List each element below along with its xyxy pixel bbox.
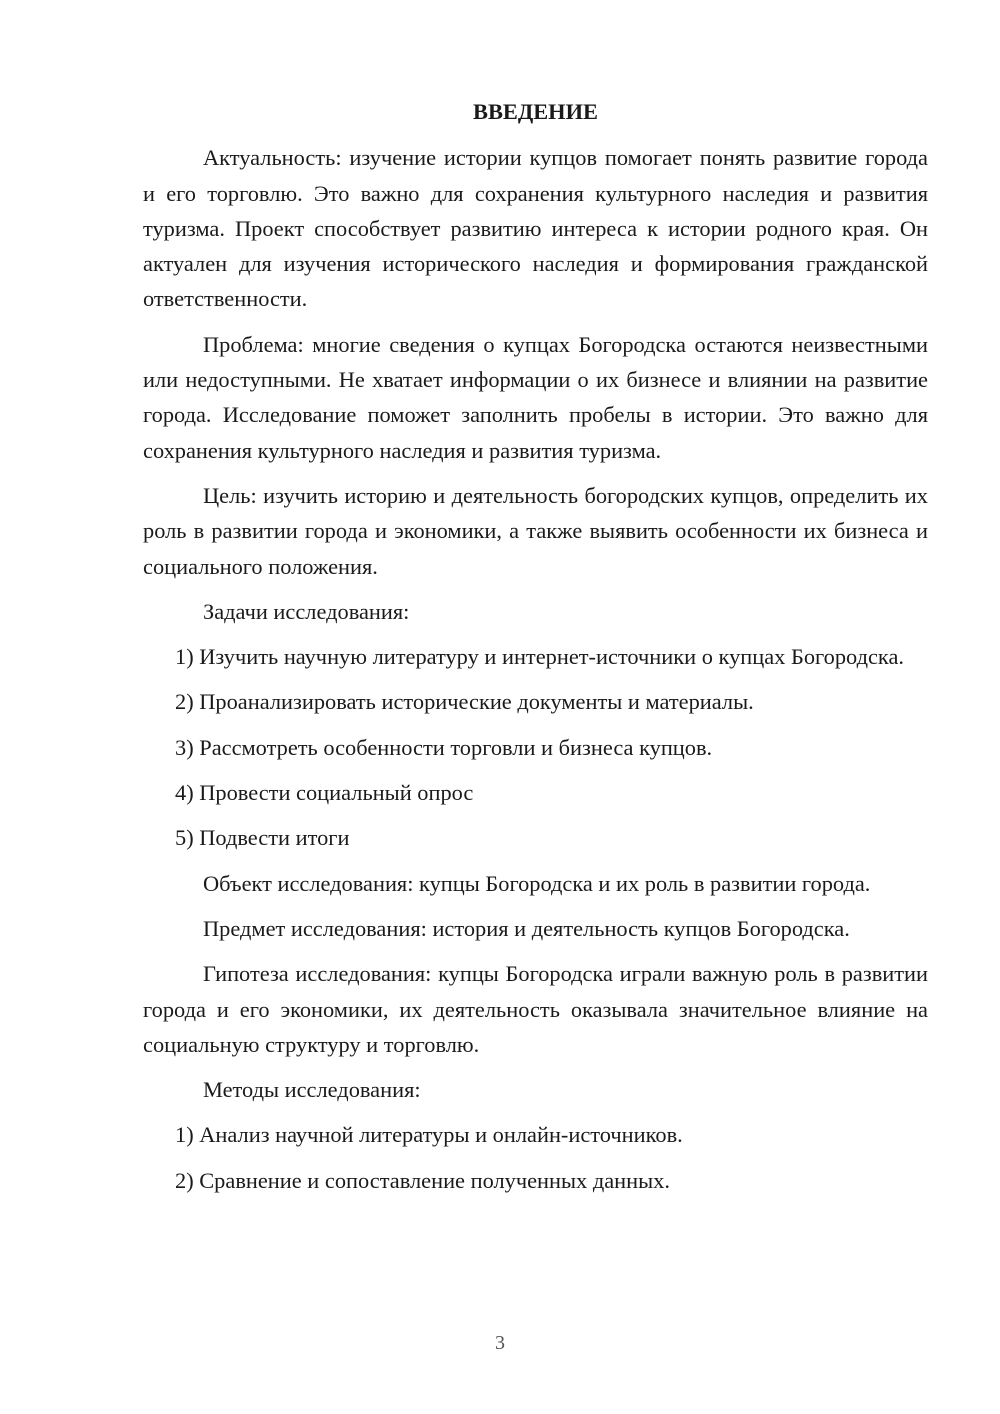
hypothesis-paragraph: Гипотеза исследования: купцы Богородска играли важную роль в развитии города и его экономики, их деятельность оказывала значительное влияние на социальную структуру и торговлю. bbox=[143, 961, 928, 1057]
task-item: 1) Изучить научную литературу и интернет-источники о купцах Богородска. bbox=[175, 644, 904, 670]
task-item: 4) Провести социальный опрос bbox=[175, 780, 474, 806]
page-number: 3 bbox=[495, 1332, 505, 1354]
subject-paragraph: Предмет исследования: история и деятельность купцов Богородска. bbox=[203, 915, 850, 941]
task-item: 2) Проанализировать исторические документы и материалы. bbox=[175, 689, 754, 715]
section-title: ВВЕДЕНИЕ bbox=[473, 99, 598, 124]
goal-paragraph: Цель: изучить историю и деятельность богородских купцов, определить их роль в развитии города и экономики, а также выявить особенности их бизнеса и социального положения. bbox=[143, 482, 928, 579]
tasks-heading: Задачи исследования: bbox=[203, 598, 410, 624]
relevance-paragraph: Актуальность: изучение истории купцов помогает понять развитие города и его торговлю. Это важно для сохранения культурного наследия и развития туризма. Проект способствует развитию интереса к истории родного края. Он актуален для изучения исторического наследия и формирования гражданской ответственности. bbox=[143, 145, 928, 312]
task-item: 5) Подвести итоги bbox=[175, 825, 350, 851]
methods-heading: Методы исследования: bbox=[203, 1077, 421, 1103]
object-paragraph: Объект исследования: купцы Богородска и их роль в развитии города. bbox=[203, 870, 871, 896]
method-item: 1) Анализ научной литературы и онлайн-источников. bbox=[175, 1122, 683, 1148]
task-item: 3) Рассмотреть особенности торговли и бизнеса купцов. bbox=[175, 734, 713, 760]
problem-paragraph: Проблема: многие сведения о купцах Богородска остаются неизвестными или недоступными. Не хватает информации о их бизнесе и влиянии на развитие города. Исследование поможет заполнить пробелы в истории. Это важно для сохранения культурного наследия и развития туризма. bbox=[143, 331, 928, 463]
page-content bbox=[143, 94, 928, 1208]
method-item: 2) Сравнение и сопоставление полученных данных. bbox=[175, 1167, 670, 1193]
